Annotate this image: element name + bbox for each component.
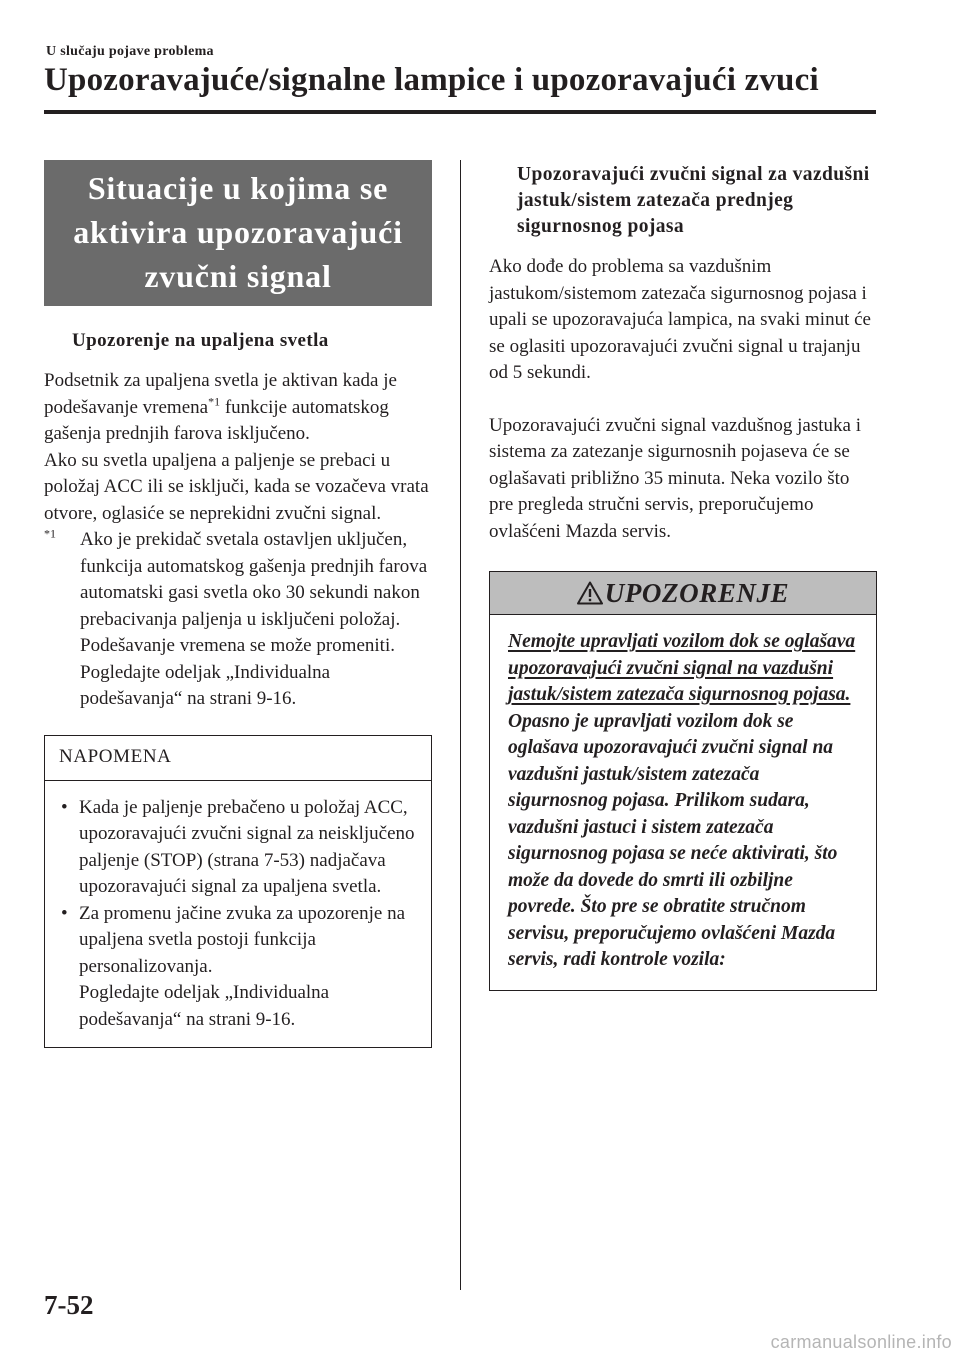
- page-title: Upozoravajuće/signalne lampice i upozoravajući zvuci: [44, 62, 819, 98]
- paragraph-airbag-duration: Upozoravajući zvučni signal vazdušnog jastuka i sistema za zatezanje sigurnosnih pojaseva će se oglašavati približno 35 minuta. Neka vozilo što pre pregleda stručni servis, preporučujemo ovlašćeni Mazda servis.: [489, 414, 861, 542]
- warning-box: [489, 571, 877, 991]
- watermark: carmanualsonline.info: [770, 1332, 952, 1352]
- footnote-text: Ako je prekidač svetala ostavljen uključen, funkcija automatskog gašenja prednjih farova automatski gasi svetla oko 30 sekundi nakon prebacivanja paljenja u isključeni položaj. Podešavanje vremena se može promeniti.: [80, 529, 428, 656]
- note-item-2-content: [79, 901, 417, 1034]
- subheading-lights-warning: Upozorenje na upaljena svetla: [72, 330, 329, 351]
- footnote-mark: *1: [44, 526, 56, 541]
- warning-triangle-icon: [577, 581, 603, 605]
- note-item-1: [61, 795, 417, 901]
- bullet-mark: •: [61, 902, 68, 924]
- note-item-2-text: Za promenu jačine zvuka za upozorenje na upaljena svetla postoji funkcija personalizovanja.: [79, 902, 406, 977]
- paragraph-lights-reminder: [44, 368, 432, 448]
- footnote-reference: Pogledajte odeljak „Individualna podešavanja“ na strani 9-16.: [80, 661, 331, 709]
- note-box: [44, 735, 432, 1049]
- note-item-1-text: Kada je paljenje prebačeno u položaj ACC, upozoravajući zvučni signal za neisključeno paljenje (STOP) (strana 7-53) nadjačava upozoravajući signal za upaljena svetla.: [79, 796, 415, 897]
- paragraph-lights-acc: Ako su svetla upaljena a paljenje se prebaci u položaj ACC ili se isključi, kada se vozačeva vrata otvore, oglasiće se neprekidni zvučni signal.: [44, 449, 429, 524]
- warning-text: Opasno je upravljati vozilom dok se oglašava upozoravajući zvučni signal na vazdušni jastuk/sistem zatezača sigurnosnog pojasa. Prilikom sudara, vazdušni jastuci i sistem zatezača sigurnosnog pojasa se neće aktivirati, što može da dovede do smrti ili ozbiljne povrede. Što pre se obratite stručnom servisu, preporučujemo ovlašćeni Mazda servis, radi kontrole vozila:: [508, 710, 838, 970]
- column-divider: [460, 160, 461, 1290]
- note-item-2-reference: Pogledajte odeljak „Individualna podešavanja“ na strani 9-16.: [79, 982, 330, 1030]
- page-number: 7-52: [44, 1290, 94, 1320]
- paragraph-text-cont: funkcije automatskog gašenja prednjih farova isključeno.: [44, 396, 389, 444]
- paragraph-text: Podsetnik za upaljena svetla je aktivan kada je podešavanje vremena: [44, 370, 397, 418]
- section-heading-box: [44, 160, 432, 306]
- warning-body: [490, 615, 876, 990]
- footnote-body: [80, 527, 432, 713]
- note-item-2: [61, 901, 417, 1034]
- warning-header: [490, 572, 876, 615]
- section-heading-line-2: aktivira upozoravajući: [73, 214, 403, 250]
- section-heading-line-1: Situacije u kojima se: [87, 170, 389, 206]
- right-column: [489, 160, 877, 991]
- warning-underlined-text: Nemojte upravljati vozilom dok se oglašava upozoravajući zvučni signal na vazdušni jastuk/sistem zatezača sigurnosnog pojasa.: [508, 631, 856, 705]
- paragraph-airbag-problem: Ako dođe do problema sa vazdušnim jastukom/sistemom zatezača sigurnosnog pojasa i upali se upozoravajuća lampica, na svaki minut će se oglasiti upozoravajući zvučni signal u trajanju od 5 sekundi.: [489, 256, 871, 383]
- bullet-mark: •: [61, 796, 68, 818]
- subheading-airbag-warning: Upozoravajući zvučni signal za vazdušni jastuk/sistem zatezača prednjeg sigurnosnog pojasa: [517, 164, 870, 237]
- warning-title: UPOZORENJE: [604, 577, 790, 608]
- section-heading-line-3: zvučni signal: [144, 258, 332, 294]
- footnote-ref-mark: *1: [208, 394, 221, 409]
- left-column: [44, 160, 432, 1048]
- chapter-label: U slučaju pojave problema: [46, 44, 214, 59]
- note-heading: NAPOMENA: [45, 736, 431, 781]
- note-body: [45, 781, 431, 1048]
- header-divider: [44, 110, 876, 114]
- footnote: [44, 527, 432, 713]
